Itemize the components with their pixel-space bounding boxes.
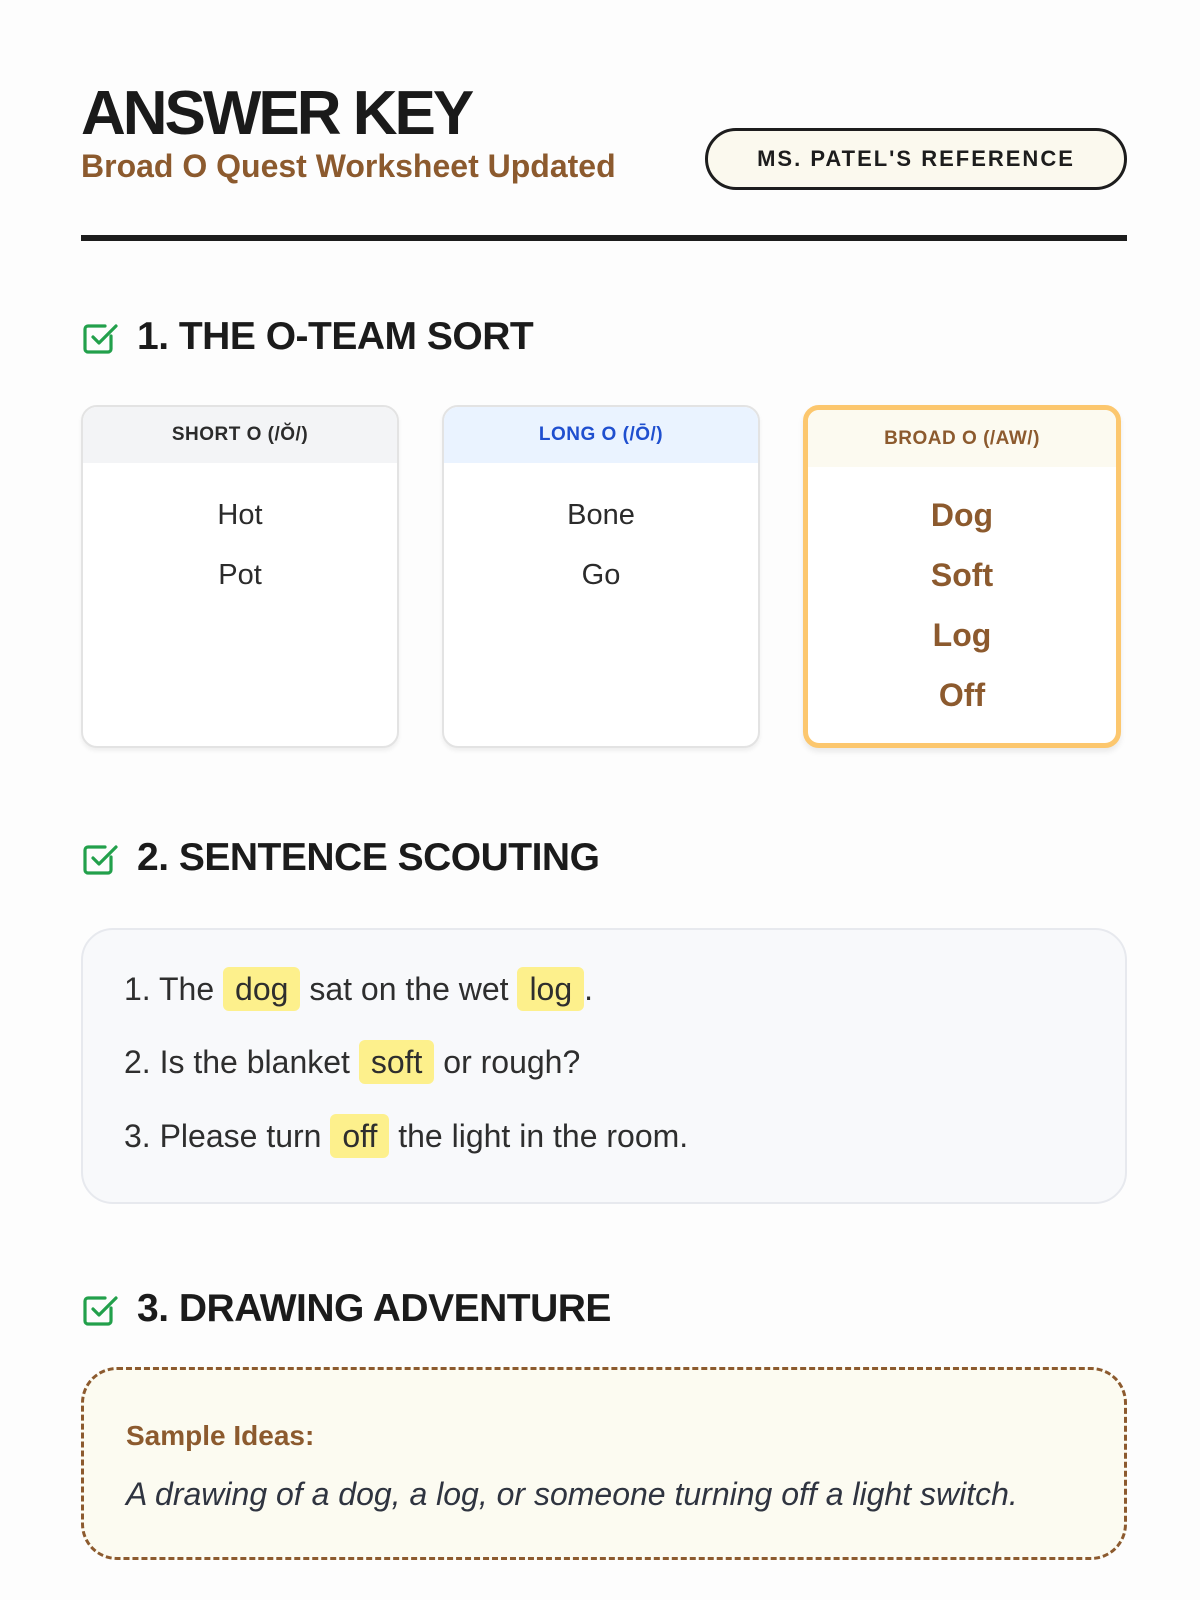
sort-word-list xyxy=(808,467,1116,725)
sort-card-label: BROAD O (/AW/) xyxy=(808,410,1116,467)
sentence-item xyxy=(124,1114,688,1158)
sort-word: Bone xyxy=(567,499,635,531)
sort-word-list xyxy=(444,463,758,605)
sentence-item xyxy=(124,1040,580,1084)
sort-word: Go xyxy=(581,559,621,591)
highlighted-word: soft xyxy=(359,1040,435,1084)
header-divider xyxy=(81,235,1127,241)
sample-ideas-label: Sample Ideas: xyxy=(126,1420,315,1451)
section-drawing-title: 3. DRAWING ADVENTURE xyxy=(137,1287,611,1330)
drawing-ideas-box xyxy=(81,1367,1127,1560)
sort-word: Soft xyxy=(930,557,994,593)
sentence-text: or rough? xyxy=(434,1044,581,1080)
sort-word-list xyxy=(83,463,397,605)
sentence-text: 3. Please turn xyxy=(124,1118,331,1154)
sentence-box xyxy=(81,928,1127,1204)
section-sentences-title: 2. SENTENCE SCOUTING xyxy=(137,836,600,879)
sentence-text: sat on the wet xyxy=(300,971,518,1007)
sort-card-broad-o xyxy=(803,405,1121,748)
sentence-item xyxy=(124,967,593,1011)
highlighted-word: dog xyxy=(223,967,300,1011)
sentence-text: 2. Is the blanket xyxy=(124,1044,359,1080)
sort-word: Pot xyxy=(218,559,262,591)
page-title: ANSWER KEY xyxy=(81,79,472,148)
sentence-text: . xyxy=(584,971,594,1007)
sort-card-label: LONG O (/Ō/) xyxy=(444,407,758,463)
sort-card-short-o xyxy=(81,405,399,748)
section-sort-title: 1. THE O-TEAM SORT xyxy=(137,315,534,358)
sort-card-label: SHORT O (/Ŏ/) xyxy=(83,407,397,463)
header xyxy=(81,78,1127,238)
highlighted-word: off xyxy=(330,1114,389,1158)
section-sort-heading xyxy=(81,313,533,361)
sort-card-long-o xyxy=(442,405,760,748)
check-square-icon xyxy=(81,839,119,877)
section-sentences-heading xyxy=(81,834,599,882)
highlighted-word: log xyxy=(517,967,584,1011)
sentence-text: 1. The xyxy=(124,971,224,1007)
sort-word: Hot xyxy=(217,499,263,531)
answer-key-page xyxy=(81,0,1127,1600)
section-drawing-heading xyxy=(81,1285,611,1333)
check-square-icon xyxy=(81,1290,119,1328)
sort-word: Off xyxy=(938,677,986,713)
sentence-text: the light in the room. xyxy=(389,1118,689,1154)
check-square-icon xyxy=(81,318,119,356)
page-subtitle: Broad O Quest Worksheet Updated xyxy=(81,148,616,184)
sort-word: Dog xyxy=(930,497,994,533)
sample-ideas-text: A drawing of a dog, a log, or someone turning off a light switch. xyxy=(126,1476,1018,1512)
reference-badge: MS. PATEL'S REFERENCE xyxy=(705,128,1127,190)
sort-word: Log xyxy=(932,617,992,653)
